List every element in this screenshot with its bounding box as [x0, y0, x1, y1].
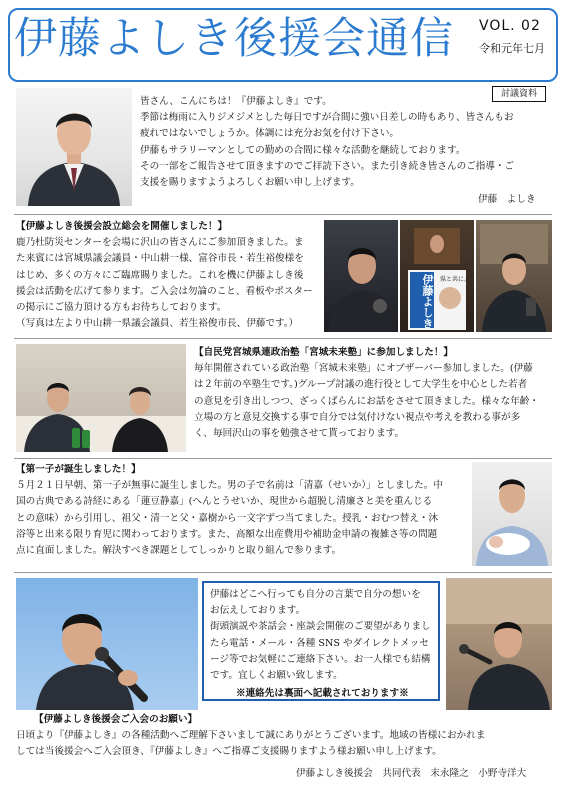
section-first-child — [16, 462, 468, 559]
divider — [14, 458, 552, 459]
section-line: 鹿乃杜防災センターを会場に沢山の皆さんにご参加頂きました。ま — [16, 237, 304, 249]
issue-date: 令和元年七月 — [479, 42, 545, 55]
membership-request — [16, 712, 554, 761]
section-line: ５月２１日早朝、第一子が無事に誕生しました。男の子で名前は「清嘉（せいか）」としました。中 — [16, 480, 443, 492]
divider — [14, 572, 552, 573]
section-inaugural-meeting — [16, 219, 334, 332]
contact-notice-text — [210, 587, 438, 684]
newsletter-title: 伊藤よしき後援会通信 — [14, 14, 454, 64]
greeting-line: 疲れではないでしょうか。体調には充分お気を付け下さい。 — [140, 128, 400, 140]
notice-line: ージ等でお気軽にご連絡下さい。お一人様でも結構 — [210, 653, 431, 665]
divider — [14, 214, 552, 215]
greeting-line: 季節は梅雨に入りジメジメとした毎日ですが合間に強い日差しの時もあり、皆さんもお — [140, 112, 514, 124]
street-speech-photo — [16, 578, 198, 710]
notice-line: です。宜しくお願い致します。 — [210, 670, 343, 682]
poster-name: 伊藤よしき — [421, 274, 434, 329]
study-group-photo — [16, 344, 186, 452]
greeting-line: 支援を賜りますようよろしくお願い申し上げます。 — [140, 177, 360, 189]
greeting-signature: 伊藤 よしき — [478, 194, 536, 205]
section-line: 国の古典である詩経にある「蓮豆静嘉」(へんとうせいか、現世から超脱し清廉さと美を重んじる — [16, 496, 433, 508]
baby-photo — [472, 462, 552, 566]
section-line: く、毎回沢山の事を勉強させて貰っております。 — [194, 428, 405, 440]
section-line: た来賓には宮城県議会議員・中山耕一様、富谷市長・若生裕俊様を — [16, 253, 304, 265]
greeting-line: 皆さん、こんにちは！『伊藤よしき』です。 — [140, 96, 332, 107]
section-line: との意味）から引用し、祖父・清一と父・嘉樹から一文字ずつ当てました。授乳・おむつ替え・沐 — [16, 512, 439, 524]
microphone-speech-photo — [446, 578, 552, 710]
notice-line: 街頭演説や茶話会・座談会開催のご要望がありまし — [210, 621, 431, 633]
poster-speech-photo — [400, 220, 474, 332]
notice-line: 伊藤はどこへ行っても自分の言葉で自分の想いを — [210, 589, 421, 600]
section-line: は２年前の卒塾生です。)グループ討議の進行役として大学生を中心とした若者 — [194, 379, 528, 391]
section-heading: 【伊藤よしき後援会設立総会を開催しました！】 — [16, 221, 228, 232]
section-line: 浴等と出来る限り育児に関わっております。また、高額な出産費用や補助金申請の複雑さ等の問題 — [16, 528, 438, 540]
notice-line: たら電話・メール・各種 SNS やダイレクトメッセ — [210, 637, 429, 649]
section-political-school — [194, 345, 556, 442]
section-heading: 【伊藤よしき後援会ご入会のお願い】 — [34, 714, 198, 725]
footer-signature: 伊藤よしき後援会 共同代表 末永隆之 小野寺洋大 — [296, 768, 527, 779]
divider — [14, 338, 552, 339]
poster-slogan: 県と共に。 — [440, 276, 471, 283]
discussion-material-tag: 討議資料 — [492, 86, 546, 102]
notice-line: お伝えしております。 — [210, 605, 306, 617]
section-line: しては当後援会へご入会頂き、『伊藤よしき』へご指導ご支援賜りますよう様お願い申し上げます。 — [16, 746, 442, 758]
section-heading: 【第一子が誕生しました！】 — [16, 464, 141, 475]
section-heading: 【自民党宮城県連政治塾「宮城未来塾」に参加しました！】 — [194, 347, 454, 358]
candidate-speech-photo — [476, 220, 552, 332]
section-line: の意見を引き出しつつ、ざっくばらんにお話をさせて頂きました。様々な年齢・ — [194, 395, 539, 407]
greeting-text — [140, 94, 550, 191]
section-line: の掲示にご協力頂ける方もお待ちしております。 — [16, 302, 227, 314]
section-line: （写真は左より中山耕一県議会議員、若生裕俊市長、伊藤です。） — [16, 318, 299, 330]
contact-footnote: ※連絡先は裏面へ記載されております※ — [236, 688, 409, 699]
greeting-line: その一部をご報告させて頂きますのでご拝読下さい。また引き続き皆さんのご指導・ご — [140, 160, 515, 172]
section-line: 毎年開催されている政治塾「宮城未来塾」にオブザーバー参加しました。(伊藤 — [194, 363, 533, 375]
greeting-line: 伊藤もサラリーマンとしての勤めの合間に様々な活動を継続しております。 — [140, 144, 466, 156]
section-line: 援会は活動を広げて参ります。ご入会は勿論のこと、看板やポスター — [16, 285, 313, 297]
guest-speaker-photo — [324, 220, 398, 332]
section-line: はじめ、多くの方々にご臨席賜りました。これを機に伊藤よしき後 — [16, 269, 304, 281]
section-line: 点に直面しました。解決すべき課題としてしっかりと取り組んで参ります。 — [16, 545, 342, 557]
section-line: 日頃より『伊藤よしき』の各種活動へご理解下さいまして誠にありがとうございます。地域の皆様におかれま — [16, 730, 486, 742]
section-line: 立場の方と意見交換する事で自分では気付けない視点や考えを教わる事が多 — [194, 411, 521, 423]
volume-label: VOL. 02 — [479, 18, 541, 34]
portrait-photo — [16, 88, 132, 206]
